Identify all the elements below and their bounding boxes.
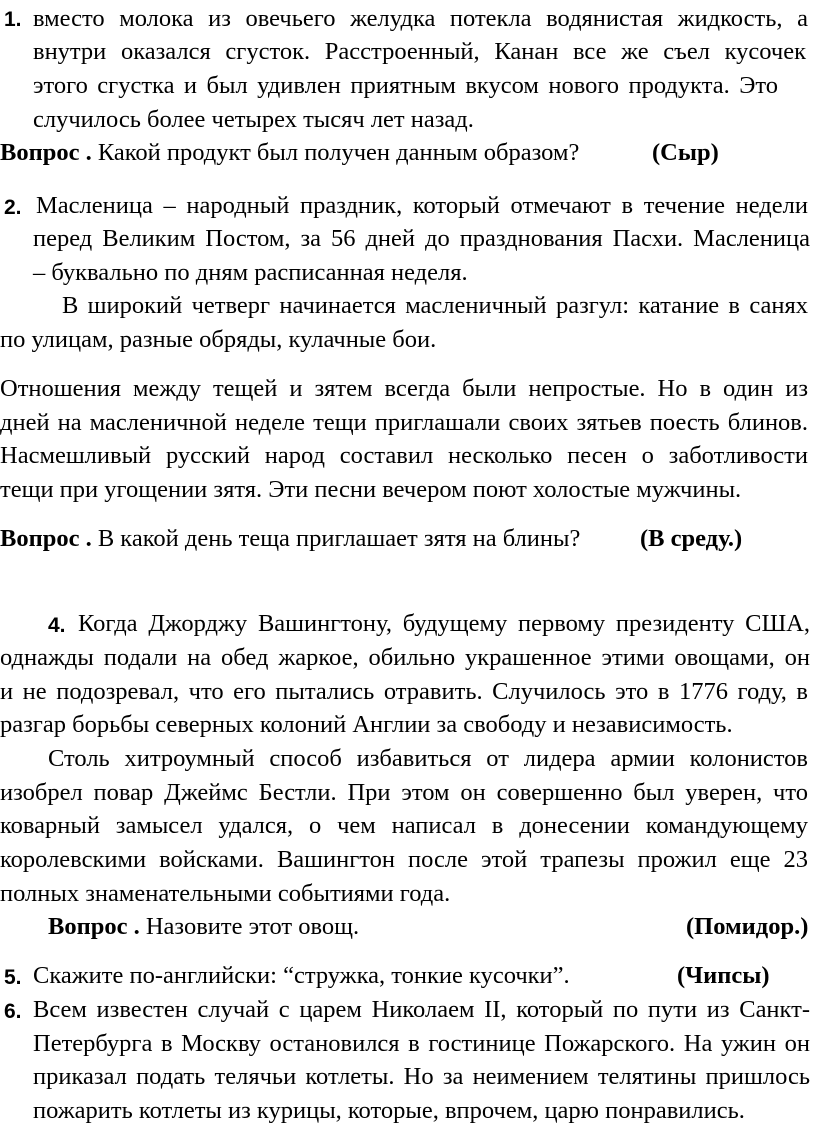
text-line: Столь хитроумный способ избавиться от лидера армии колонистов bbox=[48, 745, 808, 772]
text-line: пожарить котлеты из курицы, которые, впрочем, царю понравились. bbox=[33, 1097, 745, 1124]
text-line: вместо молока из овечьего желудка потекла водянистая жидкость, а bbox=[33, 5, 808, 32]
text-line: Всем известен случай с царем Николаем II, который по пути из Санкт- bbox=[33, 996, 810, 1023]
answer: (Сыр) bbox=[652, 139, 719, 166]
text-line: дней на масленичной неделе тещи приглашали своих зятьев поесть блинов. bbox=[0, 409, 808, 436]
text-line: приказал подать телячьи котлеты. Но за неимением телятины пришлось bbox=[33, 1063, 810, 1090]
text-line: Когда Джорджу Вашингтону, будущему первому президенту США, bbox=[78, 610, 810, 637]
text-line: Скажите по-английски: “стружка, тонкие кусочки”. bbox=[33, 962, 570, 989]
text-line: изобрел повар Джеймс Бестли. При этом он совершенно был уверен, что bbox=[0, 779, 808, 806]
item-number: 1. bbox=[4, 8, 22, 31]
question-label: Вопрос . bbox=[0, 525, 92, 552]
question-line bbox=[0, 527, 580, 552]
text-line: королевскими войсками. Вашингтон после этой трапезы прожил еще 23 bbox=[0, 846, 808, 873]
question-label: Вопрос . bbox=[0, 139, 92, 166]
text-line: коварный замысел удался, о чем написал в донесении командующему bbox=[0, 812, 808, 839]
question-text: Какой продукт был получен данным образом? bbox=[97, 139, 580, 166]
item-number: 2. bbox=[4, 196, 22, 219]
text-line: Петербурга в Москву остановился в гостинице Пожарского. На ужин он bbox=[33, 1030, 810, 1057]
item-number: 5. bbox=[4, 966, 22, 989]
text-line: внутри оказался сгусток. Расстроенный, Канан все же съел кусочек bbox=[33, 38, 806, 65]
text-line: тещи при угощении зятя. Эти песни вечером поют холостые мужчины. bbox=[0, 476, 742, 503]
text-line: – буквально по дням расписанная неделя. bbox=[33, 259, 468, 286]
answer: (Помидор.) bbox=[686, 913, 809, 940]
question-label: Вопрос . bbox=[48, 913, 140, 940]
text-line: однажды подали на обед жаркое, обильно украшенное этими овощами, он bbox=[0, 644, 810, 671]
question-line bbox=[0, 141, 579, 166]
text-line: разгар борьбы северных колоний Англии за свободу и независимость. bbox=[0, 711, 733, 738]
question-line bbox=[48, 915, 359, 940]
answer: (Чипсы) bbox=[677, 962, 770, 989]
text-line: Масленица – народный праздник, который отмечают в течение недели bbox=[36, 192, 808, 219]
answer: (В среду.) bbox=[640, 525, 743, 552]
text-line: перед Великим Постом, за 56 дней до празднования Пасхи. Масленица bbox=[33, 225, 810, 252]
text-line: полных знаменательными событиями года. bbox=[0, 880, 451, 907]
text-line: В широкий четверг начинается масленичный разгул: катание в санях bbox=[62, 292, 808, 319]
text-line: и не подозревал, что его пытались отравить. Случилось это в 1776 году, в bbox=[0, 678, 808, 705]
text-line: Отношения между тещей и зятем всегда были непростые. Но в один из bbox=[0, 375, 808, 402]
question-text: Назовите этот овощ. bbox=[145, 913, 360, 940]
text-line: случилось более четырех тысяч лет назад. bbox=[33, 106, 474, 133]
text-line: по улицам, разные обряды, кулачные бои. bbox=[0, 326, 437, 353]
question-text: В какой день теща приглашает зятя на блины? bbox=[97, 525, 581, 552]
item-number: 6. bbox=[4, 1000, 22, 1023]
text-line: этого сгустка и был удивлен приятным вкусом нового продукта. Это bbox=[33, 72, 778, 99]
item-number: 4. bbox=[48, 614, 66, 637]
text-line: Насмешливый русский народ составил несколько песен о заботливости bbox=[0, 442, 808, 469]
